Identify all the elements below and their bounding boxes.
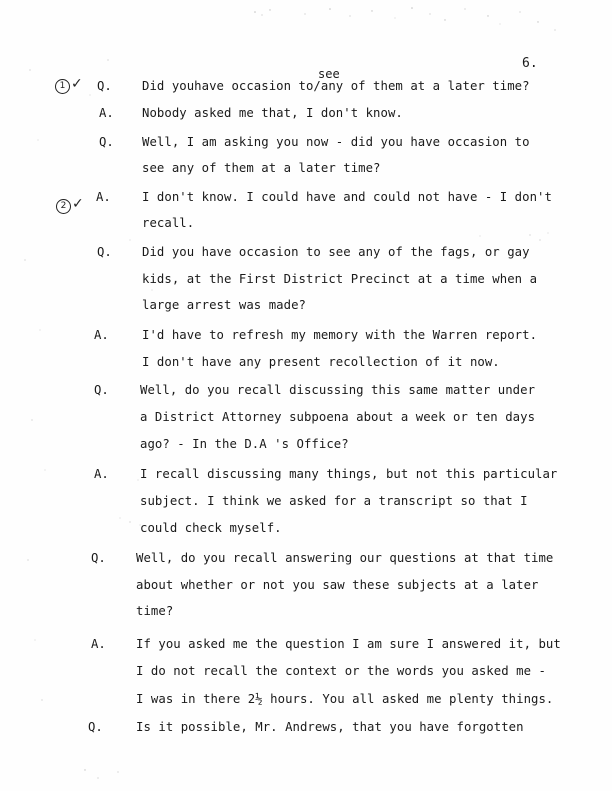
speaker-label: Q. (94, 383, 109, 397)
transcript-line: about whether or not you saw these subjects at a later (136, 578, 539, 592)
transcript-line: could check myself. (140, 521, 282, 535)
circled-number: 1 (55, 79, 70, 94)
transcript-line: Well, do you recall answering our questions at that time (136, 551, 554, 565)
page-number: 6. (522, 56, 538, 71)
speaker-label: A. (91, 637, 106, 651)
transcript-line: I was in there 2½ hours. You all asked me plenty things. (136, 692, 554, 706)
transcript-line: I don't have any present recollection of it now. (142, 355, 500, 369)
circled-number: 2 (56, 199, 71, 214)
transcript-line: Well, do you recall discussing this same matter under (140, 383, 536, 397)
speaker-label: A. (99, 106, 114, 120)
speaker-label: A. (96, 190, 111, 204)
speaker-label: A. (94, 467, 109, 481)
transcript-line: kids, at the First District Precinct at a time when a (142, 272, 538, 286)
speaker-label: Q. (97, 79, 112, 93)
transcript-line: If you asked me the question I am sure I answered it, but (136, 637, 561, 651)
transcript-line: I'd have to refresh my memory with the Warren report. (142, 328, 538, 342)
transcript-line: Did you have occasion to see any of the fags, or gay (142, 245, 530, 259)
speaker-label: Q. (99, 135, 114, 149)
transcript-line: I recall discussing many things, but not this particular (140, 467, 558, 481)
transcript-line: Well, I am asking you now - did you have occasion to (142, 135, 530, 149)
transcript-line: subject. I think we asked for a transcript so that I (140, 494, 528, 508)
transcript-line: see any of them at a later time? (142, 161, 381, 175)
transcript-line: large arrest was made? (142, 298, 306, 312)
transcript-line: I don't know. I could have and could not have - I don't (142, 190, 552, 204)
transcript-line: recall. (142, 216, 195, 230)
insertion-note: see (318, 67, 340, 81)
transcript-line: Did youhave occasion to/any of them at a later time? (142, 79, 530, 93)
transcript-line: time? (136, 604, 174, 618)
transcript-line: I do not recall the context or the words you asked me - (136, 664, 546, 678)
transcript-line: Nobody asked me that, I don't know. (142, 106, 403, 120)
speaker-label: Q. (88, 720, 103, 734)
check-mark-icon: ✓ (71, 76, 83, 92)
transcript-line: Is it possible, Mr. Andrews, that you have forgotten (136, 720, 524, 734)
transcript-line: ago? - In the D.A 's Office? (140, 437, 349, 451)
check-mark-icon: ✓ (72, 196, 84, 212)
speaker-label: Q. (97, 245, 112, 259)
speaker-label: A. (94, 328, 109, 342)
transcript-line: a District Attorney subpoena about a week or ten days (140, 410, 536, 424)
speaker-label: Q. (91, 551, 106, 565)
